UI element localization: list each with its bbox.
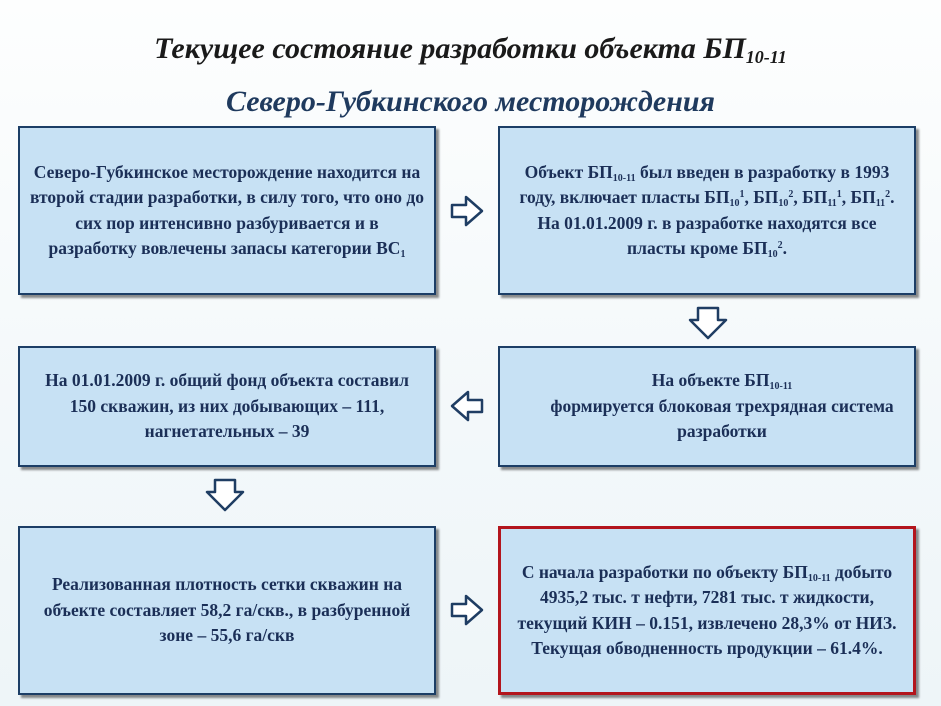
b2-p2: 1 xyxy=(739,189,745,200)
b2-p4: 1 xyxy=(836,189,842,200)
box-well-density-text: Реализованная плотность сетки скважин на объекте составляет 58,2 га/скв., в разбуренной зоне – 55,6 га/скв xyxy=(43,574,411,646)
b2-p3: 2 xyxy=(788,189,794,200)
b2-s5: 11 xyxy=(875,198,886,209)
arrow-down-icon xyxy=(205,478,245,512)
b2-t3: , БП xyxy=(744,187,779,207)
b2-p5: 2 xyxy=(885,189,891,200)
b2-s6: 10 xyxy=(767,249,778,260)
b2-s2: 10 xyxy=(729,198,740,209)
box-production-summary xyxy=(498,526,916,695)
b2-t6: . На 01.01.2009 г. в разработке находятся все пласты кроме БП xyxy=(537,187,895,258)
page-title xyxy=(0,31,941,67)
arrow-down-icon xyxy=(688,306,728,340)
b2-p6: 2 xyxy=(777,240,783,251)
box-well-stock-text: На 01.01.2009 г. общий фонд объекта составил 150 скважин, из них добывающих – 111, нагнетательных – 39 xyxy=(45,370,409,442)
title-line1: Текущее состояние разработки объекта БП xyxy=(154,32,746,65)
box-object-intro xyxy=(498,126,916,295)
b6-s1: 10-11 xyxy=(807,572,831,584)
b6-t1: С начала разработки по объекту БП xyxy=(521,561,808,582)
b2-s4: 11 xyxy=(827,198,837,209)
b3-t2: формируется блоковая трехрядная система разработки xyxy=(550,395,894,442)
page-subtitle: Северо-Губкинского месторождения xyxy=(225,85,716,118)
b2-t7: . xyxy=(782,238,787,258)
b2-t4: , БП xyxy=(793,187,828,207)
arrow-left-icon xyxy=(450,390,484,422)
b2-t5: , БП xyxy=(841,187,876,207)
box-field-stage-sub: 1 xyxy=(400,249,406,260)
b2-t2: был введен в разработку в 1993 году, включает пласты БП xyxy=(519,161,890,207)
b3-s1: 10-11 xyxy=(769,381,793,393)
b6-t2: добыто 4935,2 тыс. т нефти, 7281 тыс. т жидкости, текущий КИН – 0.151, извлечено 28,3% от НИЗ. Текущая обводненность продукции – 61.4%. xyxy=(517,561,897,658)
arrow-right-icon xyxy=(450,195,484,227)
box-field-stage-text: Северо-Губкинское месторождение находится на второй стадии разработки, в силу того, что оно до сих пор интенсивно разбуривается и в разработку вовлечены запасы категории ВС xyxy=(30,161,425,258)
box-field-stage xyxy=(18,126,436,295)
b2-s1: 10-11 xyxy=(612,172,636,184)
title-subscript: 10-11 xyxy=(745,47,787,67)
box-well-stock xyxy=(18,346,436,467)
box-well-density xyxy=(18,526,436,695)
arrow-right-icon xyxy=(450,594,484,626)
b2-t1: Объект БП xyxy=(524,161,613,182)
b3-t1: На объекте БП xyxy=(651,370,770,391)
box-development-system xyxy=(498,346,916,467)
b2-s3: 10 xyxy=(778,198,789,209)
